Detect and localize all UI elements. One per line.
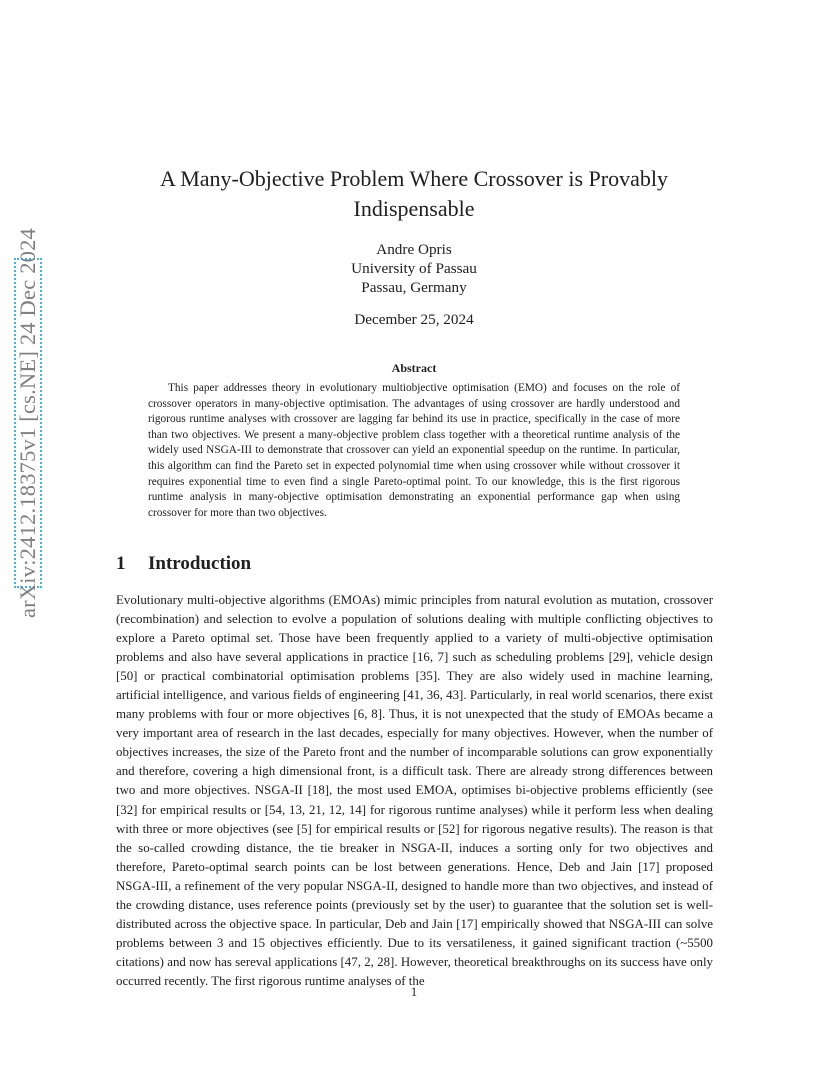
author-affiliation: University of Passau [351,260,477,277]
page-number: 1 [410,985,418,999]
paper-title: A Many-Objective Problem Where Crossover is Provably Indispensable [160,166,668,221]
author-name: Andre Opris [376,241,452,258]
paper-date: December 25, 2024 [354,311,474,328]
introduction-text: Evolutionary multi-objective algorithms (EMOAs) mimic principles from natural evolution as mutation, crossover (recombination) and selection to evolve a population of solutions dealing with multiple conflicting objectives to explore a Pareto optimal set. Those have been frequently applied to a variety of multi-objective optimisation problems and also have several applications in practice [16, 7] such as scheduling problems [29], vehicle design [50] or practical combinatorial optimisation problems [35]. They are also widely used in machine learning, artificial intelligence, and various fields of engineering [41, 36, 43]. Particularly, in real world scenarios, there exist many problems with four or more objectives [6, 8]. Thus, it is not unexpected that the study of EMOAs became a very important area of research in the last decades, especially for many objectives. However, when the number of objectives increases, the size of the Pareto front and the number of incomparable solutions can grow exponentially and therefore, covering a high dimensional front, is a difficult task. There are already strong differences between two and more objectives. NSGA-II [18], the most used EMOA, optimises bi-objective problems efficiently (see [32] for empirical results or [54, 13, 21, 12, 14] for rigorous runtime analyses) while it perform less when dealing with three or more objectives (see [5] for empirical results or [52] for rigorous negative results). The reason is that the so-called crowding distance, the tie breaker in NSGA-II, induces a sorting only for two objectives and therefore, Pareto-optimal search points can be lost between generations. Hence, Deb and Jain [17] proposed NSGA-III, a refinement of the very popular NSGA-II, designed to handle more than two objectives, and instead of the crowding distance, uses reference points (previously set by the user) to guarantee that the solution set is well-distributed across the objective space. In particular, Deb and Jain [17] empirically showed that NSGA-III can solve problems between 3 and 15 objectives efficiently. Due to its versatileness, it gained significant traction (~5500 citations) and now has sereval applications [47, 2, 28]. However, theoretical breakthroughs on its success have only occurred recently. The first rigorous runtime analyses of the [116,593,713,988]
abstract-heading: Abstract [391,361,437,375]
abstract-text: This paper addresses theory in evolutionary multiobjective optimisation (EMO) and focuses on the role of crossover operators in many-objective optimisation. The advantages of using crossover are hardly understood and rigorous runtime analyses with crossover are lagging far behind its use in practice, specifically in the case of more than two objectives. We present a many-objective problem class together with a theoretical runtime analysis of the widely used NSGA-III to demonstrate that crossover can yield an exponential speedup on the runtime. In particular, this algorithm can find the Pareto set in expected polynomial time when using crossover while without crossover it requires exponential time to even find a single Pareto-optimal point. To our knowledge, this is the first rigorous runtime analysis in many-objective optimisation demonstrating an exponential performance gap when using crossover for more than two objectives. [148,382,680,519]
section-title: Introduction [148,553,252,574]
arxiv-identifier-text: arXiv:2412.18375v1 [cs.NE] 24 Dec 2024 [15,227,40,619]
author-location: Passau, Germany [361,279,467,296]
arxiv-identifier-stamp[interactable] [14,227,42,619]
section-heading [116,553,251,575]
author-block [112,240,716,297]
section-number: 1 [116,553,126,574]
